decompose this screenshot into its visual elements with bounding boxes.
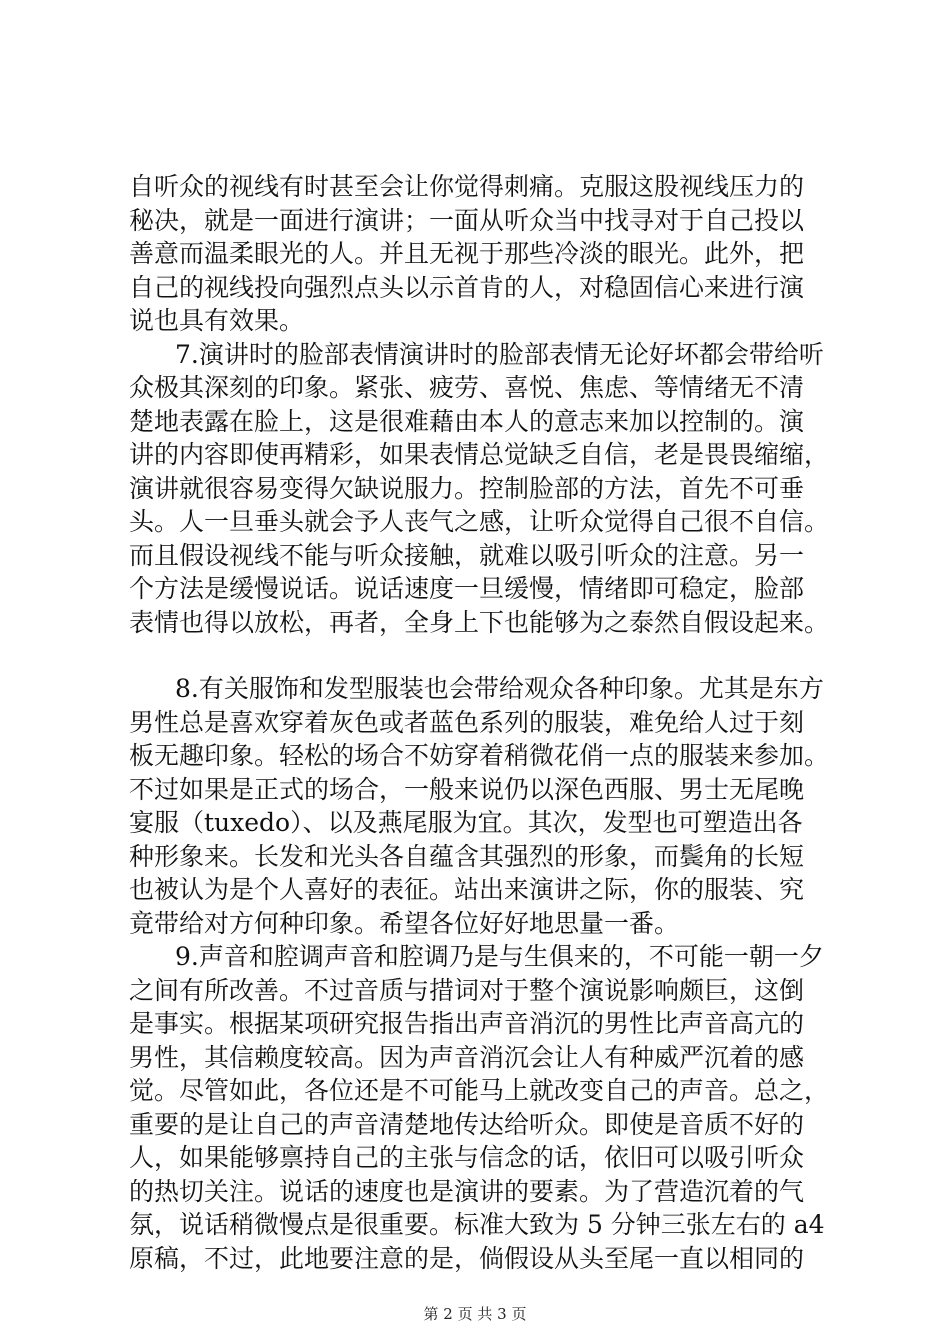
text-line: 种形象来。长发和光头各自蕴含其强烈的形象，而鬓角的长短 — [129, 841, 805, 871]
text-line: 表情也得以放松，再者，全身上下也能够为之泰然自假设起来。 — [129, 607, 830, 637]
text-line: 演讲就很容易变得欠缺说服力。控制脸部的方法，首先不可垂 — [129, 473, 805, 503]
text-line: 众极其深刻的印象。紧张、疲劳、喜悦、焦虑、等情绪无不清 — [129, 373, 805, 402]
text-line: 宴服（tuxedo）、以及燕尾服为宜。其次，发型也可塑造出各 — [129, 808, 803, 837]
paragraph-eye-contact-tail — [129, 170, 829, 338]
text-line: 人，如果能够禀持自己的主张与信念的话，依旧可以吸引听众 — [129, 1143, 805, 1172]
paragraph-spacer — [129, 639, 829, 672]
text-line: 善意而温柔眼光的人。并且无视于那些冷淡的眼光。此外，把 — [129, 239, 805, 268]
text-line: 之间有所改善。不过音质与措词对于整个演说影响颇巨，这倒 — [129, 975, 805, 1005]
text-line: 9.声音和腔调声音和腔调乃是与生俱来的，不可能一朝一夕 — [175, 942, 824, 971]
text-line: 7.演讲时的脸部表情演讲时的脸部表情无论好坏都会带给听 — [175, 339, 824, 369]
text-line: 男性总是喜欢穿着灰色或者蓝色系列的服装，难免给人过于刻 — [129, 707, 805, 737]
text-line: 讲的内容即使再精彩，如果表情总觉缺乏自信，老是畏畏缩缩， — [129, 440, 830, 469]
text-line: 也被认为是个人喜好的表征。站出来演讲之际，你的服装、究 — [129, 875, 805, 904]
paragraph-facial-expression — [129, 338, 829, 640]
text-line: 8.有关服饰和发型服装也会带给观众各种印象。尤其是东方 — [175, 674, 824, 703]
text-line: 不过如果是正式的场合，一般来说仍以深色西服、男士无尾晚 — [129, 774, 805, 804]
text-line: 觉。尽管如此，各位还是不可能马上就改变自己的声音。总之， — [129, 1076, 830, 1105]
text-line: 自己的视线投向强烈点头以示首肯的人，对稳固信心来进行演 — [129, 272, 805, 302]
text-line: 而且假设视线不能与听众接触，就难以吸引听众的注意。另一 — [129, 540, 805, 570]
text-line: 男性，其信赖度较高。因为声音消沉会让人有种威严沉着的感 — [129, 1042, 805, 1072]
text-line: 的热切关注。说话的速度也是演讲的要素。为了营造沉着的气 — [129, 1176, 805, 1206]
text-line: 个方法是缓慢说话。说话速度一旦缓慢，情绪即可稳定，脸部 — [129, 574, 805, 603]
text-line: 氛，说话稍微慢点是很重要。标准大致为 5 分钟三张左右的 a4 — [129, 1210, 825, 1239]
document-body — [129, 170, 829, 1275]
text-line: 自听众的视线有时甚至会让你觉得刺痛。克服这股视线压力的 — [129, 172, 805, 201]
text-line: 说也具有效果。 — [129, 306, 305, 335]
text-line: 重要的是让自己的声音清楚地传达给听众。即使是音质不好的 — [129, 1109, 805, 1139]
paragraph-voice-tone — [129, 940, 829, 1275]
text-line: 板无趣印象。轻松的场合不妨穿着稍微花俏一点的服装来参加。 — [129, 741, 830, 770]
page-number-footer: 第 2 页 共 3 页 — [423, 1305, 527, 1323]
text-line: 楚地表露在脸上，这是很难藉由本人的意志来加以控制的。演 — [129, 406, 805, 436]
text-line: 竟带给对方何种印象。希望各位好好地思量一番。 — [129, 908, 680, 938]
text-line: 原稿，不过，此地要注意的是，倘假设从头至尾一直以相同的 — [129, 1243, 805, 1273]
text-line: 头。人一旦垂头就会予人丧气之感，让听众觉得自己很不自信。 — [129, 507, 830, 536]
text-line: 是事实。根据某项研究报告指出声音消沉的男性比声音高亢的 — [129, 1009, 805, 1038]
paragraph-clothing-hairstyle — [129, 672, 829, 940]
text-line: 秘决，就是一面进行演讲；一面从听众当中找寻对于自己投以 — [129, 205, 805, 235]
